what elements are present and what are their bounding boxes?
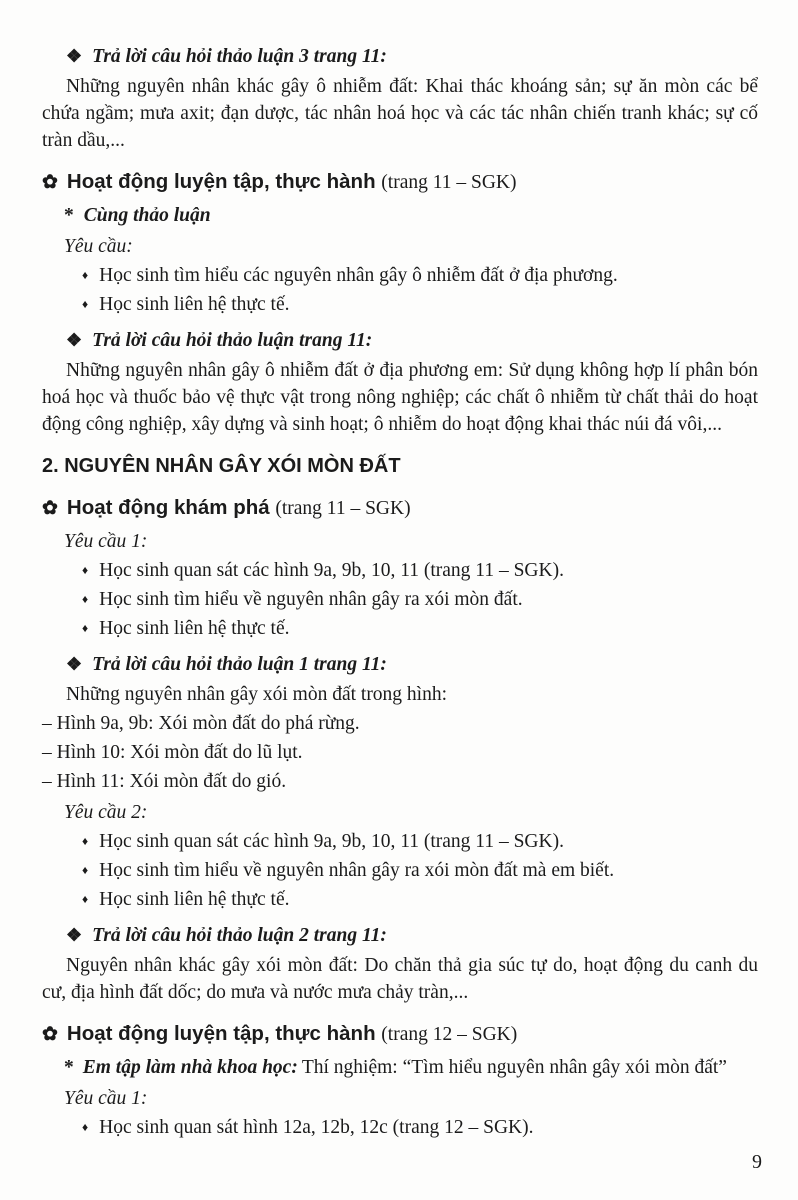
activity-page-ref: (trang 11 – SGK) (275, 498, 411, 519)
diamond-bullet-icon: ♦ (82, 1120, 89, 1134)
page-number: 9 (752, 1151, 762, 1173)
paragraph-erosion-other-causes: Nguyên nhân khác gây xói mòn đất: Do chăn thả gia súc tự do, hoạt động du canh du cư, địa hình đất dốc; do mưa và nước mưa chảy tràn,... (42, 955, 758, 1003)
experiment-lead: Em tập làm nhà khoa học: (82, 1057, 298, 1078)
activity-heading-luyen-tap-2 (42, 1019, 758, 1049)
flower-icon: ✿ (42, 498, 58, 519)
bullet-text: Học sinh tìm hiểu về nguyên nhân gây ra xói mòn đất. (99, 589, 523, 610)
bullet-item (82, 586, 758, 613)
dash-line: – Hình 11: Xói mòn đất do gió. (42, 771, 287, 792)
diamond-icon: ❖ (66, 46, 83, 66)
bullet-item (82, 262, 758, 289)
label-yeu-cau-1b: Yêu cầu 1: (64, 1088, 148, 1109)
bullet-text: Học sinh tìm hiểu về nguyên nhân gây ra xói mòn đất mà em biết. (99, 860, 615, 881)
answer-heading-text: Trả lời câu hỏi thảo luận trang 11: (92, 330, 373, 351)
bullet-item (82, 857, 758, 884)
diamond-bullet-icon: ♦ (82, 592, 89, 606)
diamond-bullet-icon: ♦ (82, 268, 89, 282)
bullet-item (82, 886, 758, 913)
activity-title: Hoạt động khám phá (66, 496, 270, 519)
flower-icon: ✿ (42, 172, 58, 193)
dash-line: – Hình 10: Xói mòn đất do lũ lụt. (42, 742, 303, 763)
bullet-text: Học sinh liên hệ thực tế. (99, 618, 290, 639)
answer-heading-3 (66, 651, 758, 678)
bullet-item (82, 828, 758, 855)
activity-heading-luyen-tap-1 (42, 167, 758, 197)
activity-heading-kham-pha (42, 493, 758, 523)
label-yeu-cau-2: Yêu cầu 2: (64, 802, 148, 823)
bullet-item (82, 291, 758, 318)
bullet-item (82, 557, 758, 584)
activity-page-ref: (trang 12 – SGK) (381, 1024, 518, 1045)
answer-heading-text: Trả lời câu hỏi thảo luận 1 trang 11: (92, 654, 387, 675)
diamond-icon: ❖ (66, 925, 83, 945)
diamond-bullet-icon: ♦ (82, 621, 89, 635)
diamond-icon: ❖ (66, 654, 83, 674)
answer-heading-1 (66, 43, 758, 70)
bullet-text: Học sinh tìm hiểu các nguyên nhân gây ô nhiễm đất ở địa phương. (99, 265, 618, 286)
bullet-text: Học sinh quan sát các hình 9a, 9b, 10, 11 (trang 11 – SGK). (99, 560, 564, 581)
experiment-note (42, 1054, 758, 1081)
flower-icon: ✿ (42, 1024, 58, 1045)
bullet-text: Học sinh liên hệ thực tế. (99, 889, 290, 910)
label-yeu-cau-1: Yêu cầu 1: (64, 531, 148, 552)
bullet-text: Học sinh quan sát hình 12a, 12b, 12c (trang 12 – SGK). (99, 1117, 534, 1138)
asterisk-marker: * (64, 205, 74, 226)
diamond-bullet-icon: ♦ (82, 863, 89, 877)
label-yeu-cau: Yêu cầu: (64, 236, 133, 257)
subheading-cung-thao-luan (64, 202, 758, 229)
diamond-icon: ❖ (66, 330, 83, 350)
subheading-text: Cùng thảo luận (83, 205, 211, 226)
paragraph-pollution-causes: Những nguyên nhân khác gây ô nhiễm đất: Khai thác khoáng sản; sự ăn mòn các bể chứa ngầm; mưa axit; đạn dược, tác nhân hoá học và các tác nhân chiến tranh khác; sự cố tràn dầu,... (42, 76, 758, 151)
activity-title: Hoạt động luyện tập, thực hành (66, 1022, 376, 1045)
activity-title: Hoạt động luyện tập, thực hành (66, 170, 376, 193)
bullet-item (82, 1114, 758, 1141)
diamond-bullet-icon: ♦ (82, 297, 89, 311)
diamond-bullet-icon: ♦ (82, 892, 89, 906)
paragraph-local-pollution: Những nguyên nhân gây ô nhiễm đất ở địa phương em: Sử dụng không hợp lí phân bón hoá học và thuốc bảo vệ thực vật trong nông nghiệp; các chất ô nhiễm từ chất thải do hoạt động công nghiệp, xây dựng và sinh hoạt; ô nhiễm do hoạt động khai thác núi đá vôi,... (42, 360, 758, 435)
bullet-item (82, 615, 758, 642)
paragraph-erosion-intro: Những nguyên nhân gây xói mòn đất trong hình: (66, 684, 448, 705)
section-heading-xoi-mon: 2. NGUYÊN NHÂN GÂY XÓI MÒN ĐẤT (42, 455, 401, 477)
diamond-bullet-icon: ♦ (82, 563, 89, 577)
activity-page-ref: (trang 11 – SGK) (381, 172, 517, 193)
asterisk-marker: * (64, 1057, 74, 1078)
bullet-text: Học sinh liên hệ thực tế. (99, 294, 290, 315)
diamond-bullet-icon: ♦ (82, 834, 89, 848)
dash-line: – Hình 9a, 9b: Xói mòn đất do phá rừng. (42, 713, 360, 734)
answer-heading-2 (66, 327, 758, 354)
answer-heading-4 (66, 922, 758, 949)
experiment-rest: Thí nghiệm: “Tìm hiểu nguyên nhân gây xói mòn đất” (301, 1057, 727, 1078)
answer-heading-text: Trả lời câu hỏi thảo luận 3 trang 11: (92, 46, 387, 67)
bullet-text: Học sinh quan sát các hình 9a, 9b, 10, 11 (trang 11 – SGK). (99, 831, 564, 852)
answer-heading-text: Trả lời câu hỏi thảo luận 2 trang 11: (92, 925, 387, 946)
